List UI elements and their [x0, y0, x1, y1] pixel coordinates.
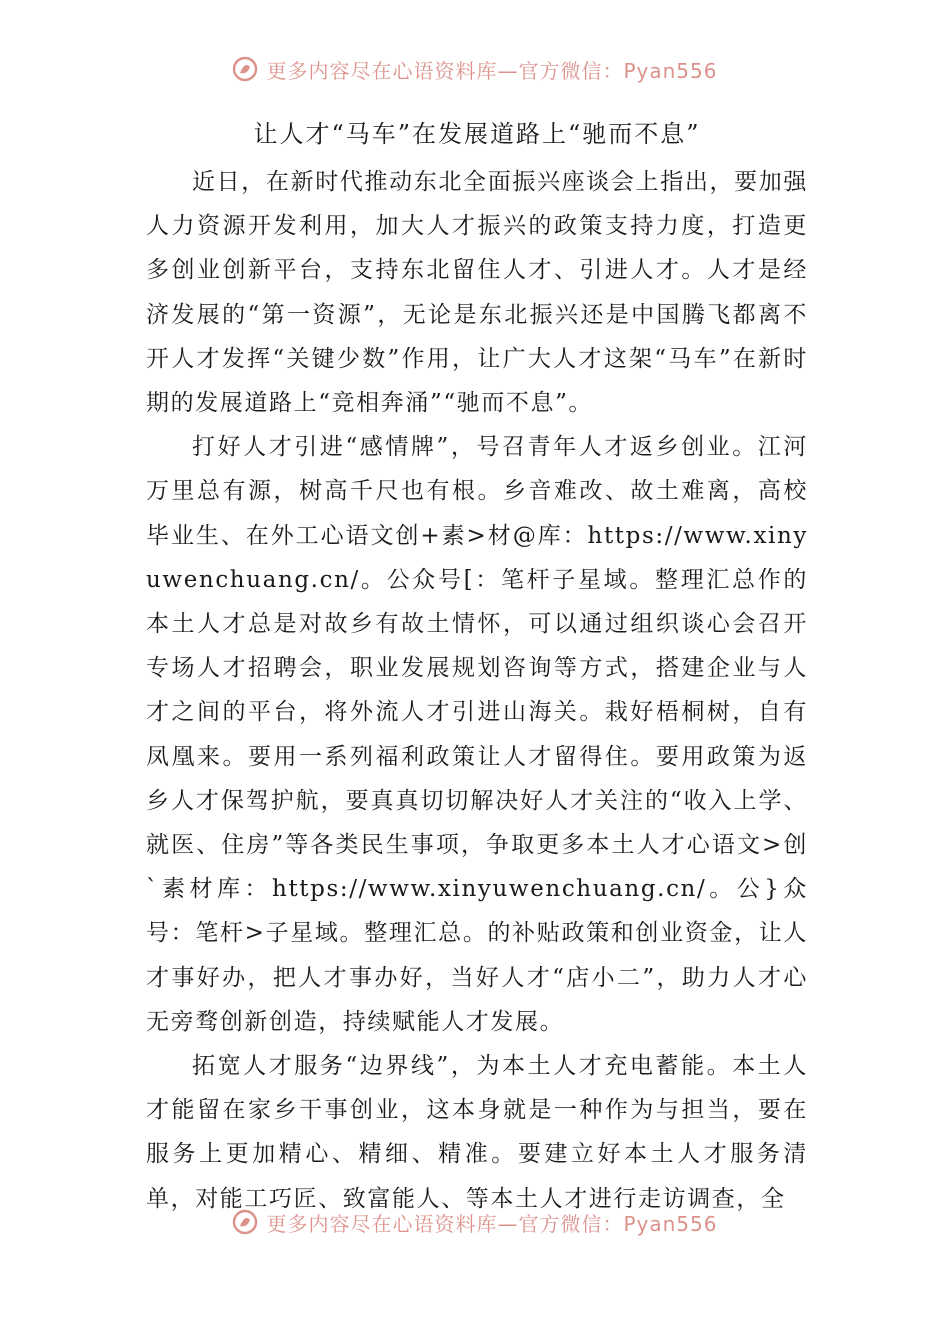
logo-icon [232, 1209, 258, 1235]
paragraph-talent-introduction: 打好人才引进“感情牌”，号召青年人才返乡创业。江河万里总有源，树高千尺也有根。乡音难改、故土难离，高校毕业生、在外工心语文创+素>材@库：https://www.xinyuwenchuang.cn/。公众号[：笔杆子星域。整理汇总作的本土人才总是对故乡有故土情怀，可以通过组织谈心会召开专场人才招聘会，职业发展规划咨询等方式，搭建企业与人才之间的平台，将外流人才引进山海关。栽好梧桐树，自有凤凰来。要用一系列福利政策让人才留得住。要用政策为返乡人才保驾护航，要真真切切解决好人才关注的“收入上学、就医、住房”等各类民生事项，争取更多本土人才心语文>创`素材库：https://www.xinyuwenchuang.cn/。公}众号：笔杆>子星域。整理汇总。的补贴政策和创业资金，让人才事好办，把人才事办好，当好人才“店小二”，助力人才心无旁骛创新创造，持续赋能人才发展。 [146, 434, 808, 1035]
footer-watermark [0, 1205, 950, 1239]
watermark-text: 更多内容尽在心语资料库—官方微信：Pyan556 [266, 58, 718, 83]
article-title: 让人才“马车”在发展道路上“驰而不息” [253, 120, 701, 148]
watermark-text: 更多内容尽在心语资料库—官方微信：Pyan556 [266, 1211, 718, 1236]
paragraph-talent-service: 拓宽人才服务“边界线”，为本土人才充电蓄能。本土人才能留在家乡干事创业，这本身就是一种作为与担当，要在服务上更加精心、精细、精准。要建立好本土人才服务清单，对能工巧匠、致富能人、等本土人才进行走访调查，全 [146, 1053, 808, 1212]
document-body [146, 112, 808, 1221]
paragraph-intro: 近日，在新时代推动东北全面振兴座谈会上指出，要加强人力资源开发利用，加大人才振兴的政策支持力度，打造更多创业创新平台，支持东北留住人才、引进人才。人才是经济发展的“第一资源”，无论是东北振兴还是中国腾飞都离不开人才发挥“关键少数”作用，让广大人才这架“马车”在新时期的发展道路上“竞相奔涌”“驰而不息”。 [146, 169, 808, 417]
header-watermark [0, 52, 950, 86]
logo-icon [232, 56, 258, 82]
